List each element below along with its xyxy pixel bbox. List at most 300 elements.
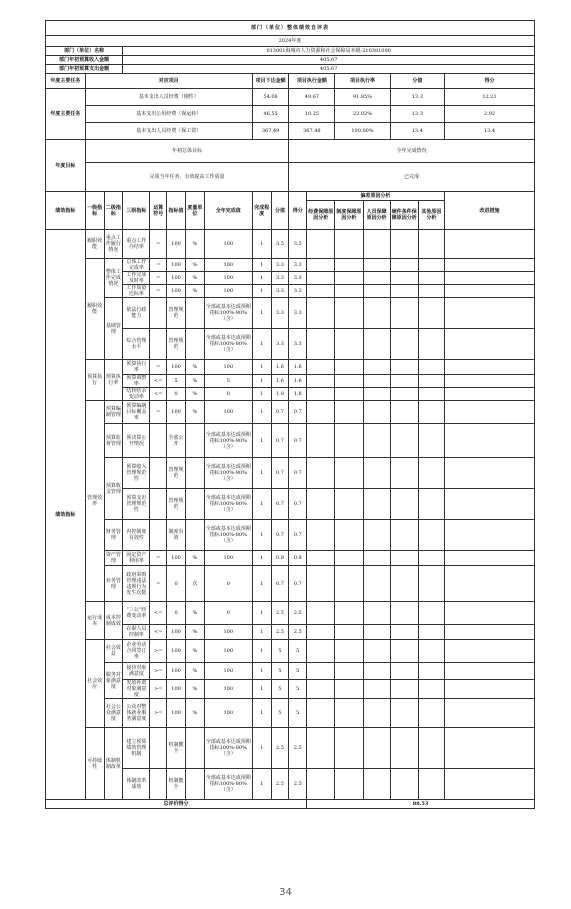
score: 0.7 xyxy=(289,458,307,489)
ind-l1-header: 一级指标 xyxy=(85,192,104,230)
target-value: 100 xyxy=(167,360,186,375)
dev-other xyxy=(418,566,444,602)
dev-other xyxy=(418,769,444,800)
improvement-measures xyxy=(444,401,534,424)
dev-funding xyxy=(307,285,335,298)
dev-hardware xyxy=(390,285,418,298)
budget-income-label: 部门年初预算收入金额 xyxy=(46,56,123,65)
score: 3.3 xyxy=(289,298,307,329)
dev-staff xyxy=(363,520,390,551)
dev-system xyxy=(335,424,363,458)
indicator-row xyxy=(46,728,535,769)
dev-funding xyxy=(307,360,335,375)
improvement-measures xyxy=(444,329,534,360)
weight: 5 xyxy=(271,640,289,663)
task-name: 基本支出人员经费（保工资） xyxy=(85,123,252,140)
dev-staff xyxy=(363,625,390,640)
dev-system xyxy=(335,458,363,489)
actual-value: 100 xyxy=(204,285,252,298)
target-value: 5 xyxy=(167,375,186,388)
score: 3.3 xyxy=(289,329,307,360)
dev-staff xyxy=(363,551,390,566)
evaluation-table xyxy=(45,20,535,809)
score: 3.3 xyxy=(289,285,307,298)
target-value: 100 xyxy=(167,285,186,298)
task-score: 12.21 xyxy=(444,89,534,106)
dev-other xyxy=(418,663,444,680)
weight: 5 xyxy=(271,663,289,680)
completion-degree: 1 xyxy=(252,489,271,520)
actual-value: 全部或基本达成预期指标100%-80%（含） xyxy=(204,728,252,769)
score: 0.7 xyxy=(289,520,307,551)
weight: 3.3 xyxy=(271,285,289,298)
dev-system xyxy=(335,375,363,388)
measure-unit: % xyxy=(185,640,204,663)
actual-value: 100 xyxy=(204,401,252,424)
completion-degree: 1 xyxy=(252,566,271,602)
evaluation-form xyxy=(45,20,535,809)
ind-actual-header: 全年完成值 xyxy=(204,192,252,230)
score: 5 xyxy=(289,680,307,699)
indicator-name: 建立预算绩效管理机制 xyxy=(123,728,150,769)
dev-other xyxy=(418,329,444,360)
score: 3.3 xyxy=(289,259,307,272)
weight: 0.7 xyxy=(271,458,289,489)
indicator-name: 内控制度有效性 xyxy=(123,520,150,551)
budget-expense-label: 部门年初预算支出金额 xyxy=(46,65,123,74)
completion-degree: 1 xyxy=(252,360,271,375)
indicator-name: 工作完成及时率 xyxy=(123,272,150,285)
task-row xyxy=(46,123,535,140)
l2-shehui-xiaoyi: 社会效益 xyxy=(104,640,123,663)
dev-hardware xyxy=(390,388,418,401)
dev-system xyxy=(335,640,363,663)
dev-funding xyxy=(307,640,335,663)
indicator-name: 预决算公开情况 xyxy=(123,424,150,458)
score: 5 xyxy=(289,640,307,663)
target-value: 0 xyxy=(167,566,186,602)
improvement-measures xyxy=(444,699,534,728)
measure-unit xyxy=(185,298,204,329)
dev-hardware xyxy=(390,663,418,680)
dev-system xyxy=(335,329,363,360)
improvement-measures xyxy=(444,298,534,329)
ind-l2-header: 二级指标 xyxy=(104,192,123,230)
indicator-name: 预算执行率 xyxy=(123,360,150,375)
completion-degree: 1 xyxy=(252,298,271,329)
score: 5 xyxy=(289,699,307,728)
dev-system xyxy=(335,401,363,424)
indicator-row xyxy=(46,230,535,259)
dev-system xyxy=(335,388,363,401)
weight: 5 xyxy=(271,699,289,728)
dev-staff xyxy=(363,640,390,663)
improvement-measures xyxy=(444,520,534,551)
l2-yusuan-shouzhi: 预算收支管理 xyxy=(104,458,123,520)
indicator-name: 预算支出管理规范性 xyxy=(123,489,150,520)
completion-degree: 1 xyxy=(252,663,271,680)
completion-degree: 1 xyxy=(252,640,271,663)
dev-staff xyxy=(363,566,390,602)
dev-system xyxy=(335,272,363,285)
dev-other xyxy=(418,272,444,285)
task-allotted: 54.08 xyxy=(252,89,289,106)
l2-zichan-guanli: 资产管理 xyxy=(105,552,121,564)
indicator-row xyxy=(46,458,535,489)
measure-unit: % xyxy=(185,625,204,640)
dev-funding xyxy=(307,298,335,329)
dev-other xyxy=(418,360,444,375)
indicator-name: 固定资产利用率 xyxy=(123,551,150,566)
dev-staff xyxy=(363,259,390,272)
dev-hardware xyxy=(390,520,418,551)
score: 1.8 xyxy=(289,388,307,401)
indicator-row xyxy=(46,401,535,424)
improvement-measures xyxy=(444,602,534,625)
fiscal-year: 2024年度 xyxy=(46,36,535,47)
operator: = xyxy=(150,272,167,285)
weight: 3.3 xyxy=(271,259,289,272)
actual-value: 100 xyxy=(204,680,252,699)
score: 2.5 xyxy=(289,602,307,625)
dev-other xyxy=(418,458,444,489)
l2-jichu-guanli: 基础管理 xyxy=(104,298,123,360)
l2-zhengti-gongzuo: 整体工作完成情况 xyxy=(104,259,123,298)
measure-unit: % xyxy=(185,551,204,566)
improvement-measures xyxy=(444,769,534,800)
dev-other xyxy=(418,699,444,728)
ind-score-header: 得分 xyxy=(289,192,307,230)
task-score: 2.92 xyxy=(444,106,534,123)
target-value: 100 xyxy=(167,663,186,680)
actual-value: 100 xyxy=(204,663,252,680)
operator: = xyxy=(150,566,167,602)
score: 0.7 xyxy=(289,401,307,424)
task-name: 基本支出人员经费（刚性） xyxy=(85,89,252,106)
improvement-measures xyxy=(444,625,534,640)
measure-unit: % xyxy=(185,360,204,375)
measure-unit: % xyxy=(185,375,204,388)
completion-degree: 1 xyxy=(252,728,271,769)
dev-system xyxy=(335,699,363,728)
budget-income-value: 405.67 xyxy=(123,56,535,65)
goals-done-header: 全年完成情况 xyxy=(289,140,535,163)
weight: 3.5 xyxy=(271,230,289,259)
ind-weight-header: 分值 xyxy=(271,192,289,230)
measure-unit xyxy=(185,424,204,458)
actual-value: 100 xyxy=(204,625,252,640)
dev-other xyxy=(418,640,444,663)
indicator-row xyxy=(46,259,535,272)
score: 1.6 xyxy=(289,360,307,375)
dev-other xyxy=(418,401,444,424)
indicator-name: 预算调整率 xyxy=(123,375,150,388)
dev-staff xyxy=(363,401,390,424)
actual-value: 全部或基本达成预期指标100%-80%（含） xyxy=(204,520,252,551)
operator: = xyxy=(150,285,167,298)
actual-value: 100 xyxy=(204,272,252,285)
dev-staff xyxy=(363,329,390,360)
dev-other xyxy=(418,728,444,769)
actual-value: 0 xyxy=(204,388,252,401)
l2-yusuan-bianzhi: 预算编制管理 xyxy=(104,401,123,424)
dev-hardware xyxy=(390,566,418,602)
tasks-label: 年度主要任务 xyxy=(46,89,86,140)
target-value: 机制健全 xyxy=(167,728,186,769)
l1-yunxing-chengben: 运行成本 xyxy=(85,602,104,640)
operator: = xyxy=(150,401,167,424)
indicator-row xyxy=(46,520,535,551)
operator: = xyxy=(150,230,167,259)
dev-hardware xyxy=(390,602,418,625)
measure-unit: % xyxy=(185,663,204,680)
improvement-measures xyxy=(444,489,534,520)
measure-unit xyxy=(185,489,204,520)
target-value: 管理规范 xyxy=(167,458,186,489)
measure-unit xyxy=(185,520,204,551)
operator xyxy=(150,728,167,769)
dev-other xyxy=(418,551,444,566)
target-value: 机制健全 xyxy=(167,769,186,800)
improvement-measures xyxy=(444,458,534,489)
indicator-name: 公众对整体就业服务满意度 xyxy=(123,699,150,728)
weight: 2.5 xyxy=(271,625,289,640)
weight: 1.8 xyxy=(271,388,289,401)
target-value: 100 xyxy=(167,272,186,285)
operator xyxy=(150,329,167,360)
dev-other xyxy=(418,424,444,458)
operator: >= xyxy=(150,663,167,680)
operator xyxy=(150,298,167,329)
operator: <= xyxy=(150,602,167,625)
operator xyxy=(150,520,167,551)
dev-system xyxy=(335,602,363,625)
tasks-col-allotted: 项目下达金额 xyxy=(252,74,289,89)
actual-value: 全部或基本达成预期指标100%-80%（含） xyxy=(204,489,252,520)
completion-degree: 1 xyxy=(252,458,271,489)
dev-funding xyxy=(307,388,335,401)
completion-degree: 1 xyxy=(252,602,271,625)
dev-funding-header: 经费保障原因分析 xyxy=(307,201,335,230)
measure-unit xyxy=(185,769,204,800)
l1-lvzhi-xiaoneng-b: 履职效能 xyxy=(85,259,104,360)
dev-hardware xyxy=(390,680,418,699)
improvement-measures xyxy=(444,663,534,680)
operator: <= xyxy=(150,388,167,401)
dev-system xyxy=(335,680,363,699)
actual-value: 全部或基本达成预期指标100%-80%（含） xyxy=(204,298,252,329)
dev-funding xyxy=(307,424,335,458)
dev-system-header: 制度保障原因分析 xyxy=(335,201,363,230)
completion-degree: 1 xyxy=(252,424,271,458)
dev-system xyxy=(335,663,363,680)
dev-hardware xyxy=(390,728,418,769)
l1-yusuan-zhixing: 预算执行 xyxy=(85,360,104,401)
dev-hardware xyxy=(390,551,418,566)
dev-funding xyxy=(307,375,335,388)
dev-other xyxy=(418,259,444,272)
dev-staff xyxy=(363,663,390,680)
dev-funding xyxy=(307,625,335,640)
target-value: 100 xyxy=(167,259,186,272)
dev-staff xyxy=(363,375,390,388)
dev-hardware xyxy=(390,458,418,489)
completion-degree: 1 xyxy=(252,259,271,272)
dev-system xyxy=(335,360,363,375)
unit-name-value: 013001海城市人力资源和社会保障局本级-210381000 xyxy=(123,47,535,56)
dev-hardware xyxy=(390,375,418,388)
l2-caiwu-guanli: 财务管理 xyxy=(104,520,123,551)
indicator-name: 重点工作办结率 xyxy=(123,230,150,259)
actual-value: 全部或基本达成预期指标100%-80%（含） xyxy=(204,329,252,360)
tasks-col-executed: 项目执行金额 xyxy=(289,74,335,89)
dev-funding xyxy=(307,458,335,489)
indicator-name: 接待对象满意度 xyxy=(123,663,150,680)
indicator-row xyxy=(46,699,535,728)
completion-degree: 1 xyxy=(252,401,271,424)
indicator-row xyxy=(46,640,535,663)
actual-value: 0 xyxy=(204,602,252,625)
task-executed: 49.67 xyxy=(289,89,335,106)
ind-improve-header: 改进措施 xyxy=(444,192,534,230)
score: 0.7 xyxy=(289,424,307,458)
total-score-value: 88.53 xyxy=(307,800,535,809)
target-value: 100 xyxy=(167,625,186,640)
dev-staff xyxy=(363,699,390,728)
completion-degree: 1 xyxy=(252,375,271,388)
weight: 3.3 xyxy=(271,329,289,360)
operator: = xyxy=(150,551,167,566)
actual-value: 100 xyxy=(204,699,252,728)
dev-hardware xyxy=(390,272,418,285)
dev-other-header: 其他原因分析 xyxy=(418,201,444,230)
task-rate: 91.85% xyxy=(335,89,390,106)
dev-system xyxy=(335,520,363,551)
completion-degree: 1 xyxy=(252,551,271,566)
weight: 2.5 xyxy=(271,602,289,625)
target-value: 100 xyxy=(167,551,186,566)
improvement-measures xyxy=(444,375,534,388)
dev-system xyxy=(335,489,363,520)
dev-other xyxy=(418,625,444,640)
dev-funding xyxy=(307,489,335,520)
score: 0.8 xyxy=(289,551,307,566)
indicator-name: 综合管理水平 xyxy=(123,329,150,360)
operator: >= xyxy=(150,680,167,699)
operator: <= xyxy=(150,625,167,640)
indicator-name: 体制改革成效 xyxy=(123,769,150,800)
score: 2.5 xyxy=(289,625,307,640)
dev-other xyxy=(418,602,444,625)
perf-indicators-label: 绩效指标 xyxy=(46,230,86,800)
tasks-group-label: 年度主要任务 xyxy=(46,74,86,89)
task-score: 13.4 xyxy=(444,123,534,140)
dev-hardware xyxy=(390,699,418,728)
actual-value: 全部或基本达成预期指标100%-80%（含） xyxy=(204,424,252,458)
tasks-col-score: 得分 xyxy=(444,74,534,89)
actual-value: 全部或基本达成预期指标100%-80%（含） xyxy=(204,769,252,800)
improvement-measures xyxy=(444,551,534,566)
indicator-name: 预算编制目标覆盖率 xyxy=(123,401,150,424)
goals-plan: 完成当年任务，有效提高工作质量 xyxy=(85,163,289,192)
weight: 2.5 xyxy=(271,769,289,800)
goals-label: 年度目标 xyxy=(46,140,86,192)
measure-unit xyxy=(185,329,204,360)
l2-zhongdian-gongzuo: 重点工作履行情况 xyxy=(104,230,123,259)
weight: 3.3 xyxy=(271,272,289,285)
target-value: 管理规范 xyxy=(167,298,186,329)
actual-value: 0 xyxy=(204,566,252,602)
dev-staff xyxy=(363,230,390,259)
dev-hardware xyxy=(390,298,418,329)
target-value: 0 xyxy=(167,388,186,401)
improvement-measures xyxy=(444,230,534,259)
operator xyxy=(150,489,167,520)
actual-value: 100 xyxy=(204,640,252,663)
indicator-name: 发放补助对象满意度 xyxy=(123,680,150,699)
dev-funding xyxy=(307,272,335,285)
ind-unit-header: 度量单位 xyxy=(185,192,204,230)
weight: 0.7 xyxy=(271,520,289,551)
score: 0.7 xyxy=(289,489,307,520)
indicator-row xyxy=(46,566,535,602)
dev-other xyxy=(418,285,444,298)
measure-unit: % xyxy=(185,285,204,298)
dev-staff xyxy=(363,458,390,489)
dev-staff xyxy=(363,360,390,375)
l1-guanli-xiaolv: 管理效率 xyxy=(85,401,104,602)
completion-degree: 1 xyxy=(252,520,271,551)
measure-unit: % xyxy=(185,388,204,401)
weight: 0.7 xyxy=(271,566,289,602)
dev-hardware xyxy=(390,230,418,259)
completion-degree: 1 xyxy=(252,388,271,401)
indicator-name: 总体工作完成率 xyxy=(123,259,150,272)
indicator-row xyxy=(46,298,535,329)
actual-value: 5 xyxy=(204,375,252,388)
improvement-measures xyxy=(444,360,534,375)
completion-degree: 1 xyxy=(252,769,271,800)
dev-hardware xyxy=(390,640,418,663)
dev-staff xyxy=(363,680,390,699)
ind-type-header: 绩效指标 xyxy=(46,192,86,230)
operator: = xyxy=(150,259,167,272)
dev-system xyxy=(335,298,363,329)
l1-shehui-xiaoying: 社会效应 xyxy=(85,640,104,728)
dev-funding xyxy=(307,520,335,551)
task-executed: 367.48 xyxy=(289,123,335,140)
improvement-measures xyxy=(444,728,534,769)
improvement-measures xyxy=(444,388,534,401)
goals-done: 已完成 xyxy=(289,163,535,192)
page-number: 34 xyxy=(279,887,292,898)
task-allotted: 367.49 xyxy=(252,123,289,140)
dev-funding xyxy=(307,602,335,625)
dev-other xyxy=(418,388,444,401)
l1-kechixu-xing: 可持续性 xyxy=(85,728,104,800)
dev-staff xyxy=(363,298,390,329)
task-executed: 10.25 xyxy=(289,106,335,123)
indicator-name: 结转结余变动率 xyxy=(123,388,150,401)
dev-other xyxy=(418,489,444,520)
dev-staff xyxy=(363,285,390,298)
task-name: 基本支出公用经费（保运转） xyxy=(85,106,252,123)
dev-funding xyxy=(307,329,335,360)
improvement-measures xyxy=(444,640,534,663)
task-weight: 13.4 xyxy=(390,123,444,140)
dev-other xyxy=(418,375,444,388)
improvement-measures xyxy=(444,680,534,699)
